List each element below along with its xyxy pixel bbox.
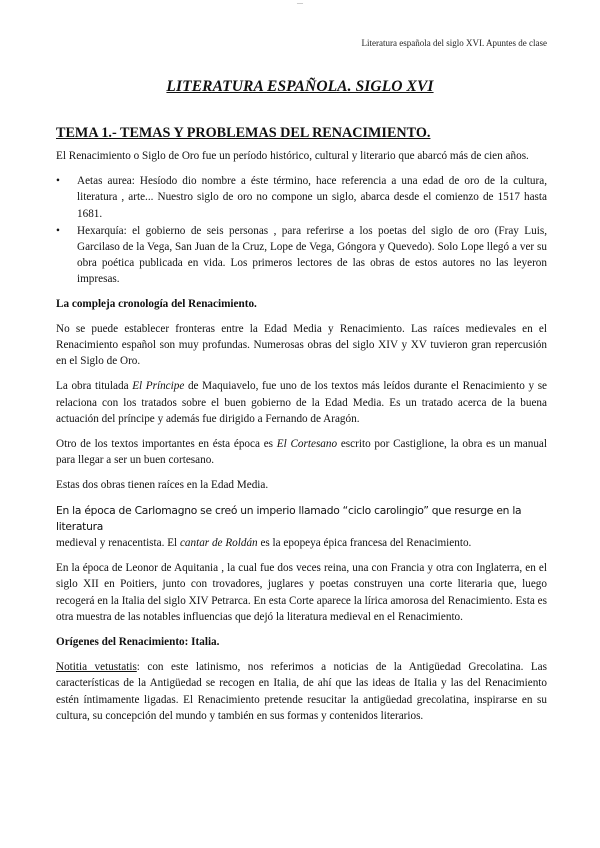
- text-run: de Maquiavelo, fue uno de los textos más leídos durante el Renacimiento y se relaciona con los tratados sobre el buen gobierno de la Edad Media. Es un tratado acerca de la buena actuación del príncipe y además fue dirigido a Fernando de Aragón.: [56, 380, 548, 425]
- paragraph-carlomagno: [56, 503, 547, 552]
- text-run: : con este latinismo, nos referimos a noticias de la Antigüedad Grecolatina. Las características de la Antigüedad se recogen en Italia, de ahí que las ideas de Italia y las del Renacimiento estén íntimamente ligadas. El Renacimiento pretende resucitar la antigüedad grecolatina, inspirarse en su cultura, su concepción del mundo y también en sus formas y contenidos literarios.: [56, 661, 547, 722]
- running-header: Literatura española del siglo XVI. Apuntes de clase: [361, 38, 547, 48]
- paragraph-principe: [56, 378, 547, 427]
- definition-list: [56, 173, 547, 287]
- subsection-title-chronology: La compleja cronología del Renacimiento.: [56, 297, 257, 310]
- term: Notitia vetustatis: [56, 661, 137, 674]
- paragraph-cortesano: [56, 436, 547, 468]
- list-item-text: Hexarquía: el gobierno de seis personas , para referirse a los poetas del siglo de oro (Fray Luis, Garcilaso de la Vega, San Juan de la Cruz, Lope de Vega, Góngora y Quevedo). Solo Lope llegó a ver su obra poética publicada en vida. Los primeros lectores de las obras de estos autores no las leyeron impresas.: [77, 224, 547, 286]
- text-run: En la época de Carlomagno se creó un imperio llamado “ciclo carolingio” que resurge en la literatura: [56, 503, 522, 533]
- section-title: TEMA 1.- TEMAS Y PROBLEMAS DEL RENACIMIENTO.: [56, 125, 431, 141]
- text-run: Otro de los textos importantes en ésta época es: [56, 438, 277, 451]
- bullet-icon: •: [56, 175, 60, 188]
- text-run: La obra titulada: [56, 380, 133, 393]
- bullet-icon: •: [56, 224, 60, 237]
- work-title: cantar de Roldán: [179, 537, 258, 550]
- text-run: es la epopeya épica francesa del Renacimiento.: [257, 537, 472, 550]
- work-title: El Príncipe: [132, 380, 185, 393]
- subsection-title-origins: Orígenes del Renacimiento: Italia.: [56, 636, 220, 649]
- document-title: LITERATURA ESPAÑOLA. SIGLO XVI: [166, 78, 434, 95]
- work-title: El Cortesano: [276, 438, 338, 451]
- paragraph-roots: No se puede establecer fronteras entre la Edad Media y Renacimiento. Las raíces medievales en el Renacimiento español son muy profundas. Numerosas obras del siglo XIV y XV tuvieron gran repercusión en el Siglo de Oro.: [56, 322, 547, 368]
- text-run: medieval y renacentista. El: [56, 537, 180, 550]
- paragraph-medieval-roots: Estas dos obras tienen raíces en la Edad Media.: [56, 479, 269, 492]
- list-item: [56, 173, 547, 222]
- text-run: escrito por Castiglione, la obra es un manual para llegar a ser un buen cortesano.: [56, 438, 547, 467]
- document-body: [56, 124, 547, 733]
- paragraph-notitia: [56, 659, 547, 724]
- page-marker: —: [297, 1, 303, 7]
- list-item-text: Aetas aurea: Hesíodo dio nombre a éste término, hace referencia a una edad de oro de la cultura, literatura , arte... Nuestro siglo de oro no compone un siglo, abarca desde el comienzo de 1517 hasta 1681.: [77, 175, 547, 220]
- paragraph-leonor: En la época de Leonor de Aquitania , la cual fue dos veces reina, una con Francia y otra con Inglaterra, en el siglo XII en Poitiers, junto con trovadores, juglares y poetas construyen una corte literaria que, luego recogerá en la Italia del siglo XIV Petrarca. En esta Corte aparece la lírica amorosa del Renacimiento. Esta es otra muestra de las notables influencias que dejó la literatura medieval en el Renacimiento.: [56, 562, 547, 623]
- list-item: [56, 223, 547, 288]
- intro-paragraph: El Renacimiento o Siglo de Oro fue un período histórico, cultural y literario que abarcó más de cien años.: [56, 150, 529, 162]
